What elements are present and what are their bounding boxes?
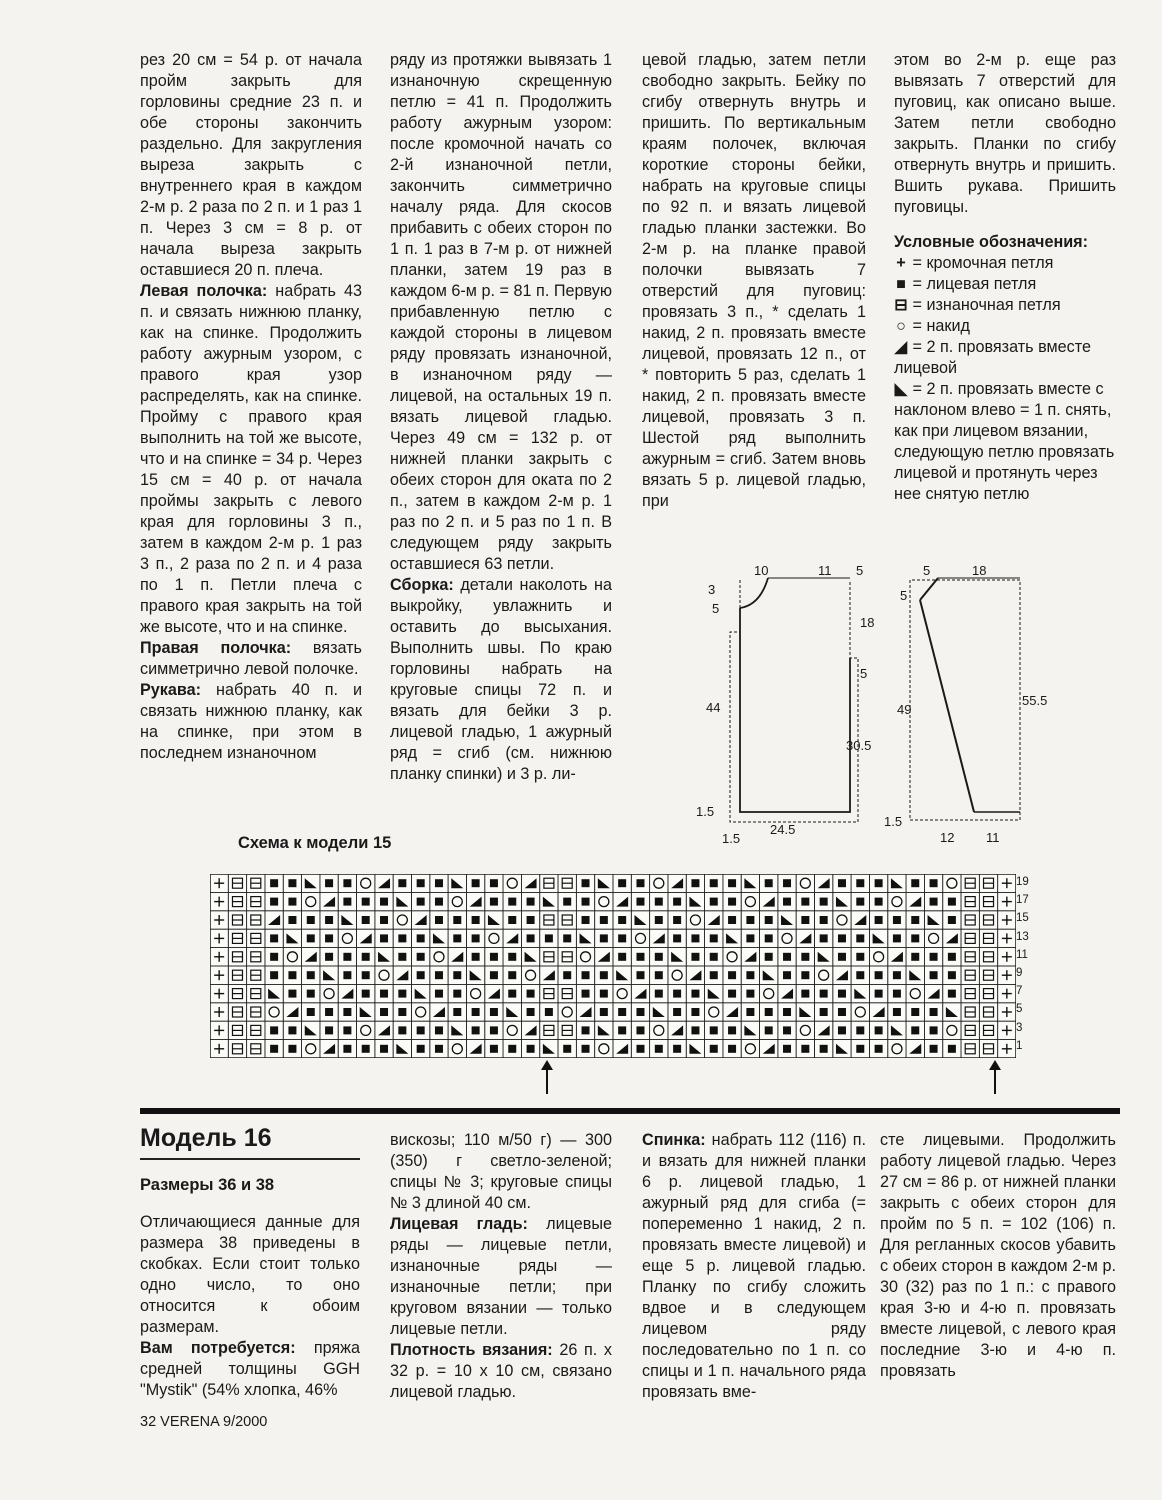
legend-symbol-icon: ⊟ bbox=[894, 296, 908, 314]
front-piece-diagram bbox=[696, 560, 880, 855]
legend-symbol-icon: ○ bbox=[896, 317, 906, 335]
row-number: 3 bbox=[1016, 1021, 1023, 1034]
paragraph bbox=[642, 1130, 866, 1403]
dim-label: 44 bbox=[706, 700, 721, 715]
paragraph: этом во 2-м р. еще раз вывязать 7 отверстий для пуговиц, как описано выше. Затем петли свободно закрыть. Планки по сгибу отвернуть внутрь и пришить. Вшить рукава. Пришить пуговицы. bbox=[894, 51, 1116, 216]
dim-label: 30.5 bbox=[846, 738, 872, 753]
legend bbox=[894, 253, 1116, 505]
paragraph bbox=[140, 638, 362, 680]
paragraph bbox=[140, 281, 362, 638]
text-column-2 bbox=[390, 50, 612, 785]
dim-label: 18 bbox=[972, 563, 987, 578]
model-title: Модель 16 bbox=[140, 1124, 272, 1152]
paragraph: рез 20 см = 54 р. от начала пройм закрыть для горловины средние 23 п. и обе стороны закончить раздельно. Для закругления выреза закрыть с внутреннего края в каждом 2-м р. 2 раза по 2 п. и 1 раз 1 п. Через 3 см = 8 р. от начала выреза закрыть оставшиеся 20 п. плеча. bbox=[140, 51, 362, 279]
legend-text: = 2 п. провязать вместе с наклоном влево = 1 п. снять, как при лицевом вязании, следующую петлю провязать лицевой и протянуть через нее снятую петлю bbox=[894, 380, 1115, 503]
text-column-3 bbox=[642, 50, 866, 512]
row-number: 15 bbox=[1016, 912, 1029, 925]
paragraph bbox=[390, 1214, 612, 1340]
legend-text: = лицевая петля bbox=[908, 275, 1037, 293]
dim-label: 1.5 bbox=[884, 814, 903, 829]
dim-label: 11 bbox=[986, 830, 1000, 845]
model16-column-1 bbox=[140, 1212, 360, 1401]
page-footer: 32 VERENA 9/2000 bbox=[140, 1414, 268, 1430]
paragraph: вискозы; 110 м/50 г) — 300 (350) г светло-зеленой; спицы № 3; круговые спицы № 3 длиной 40 см. bbox=[390, 1131, 612, 1212]
row-number: 7 bbox=[1016, 985, 1023, 998]
paragraph: ряду из протяжки вывязать 1 изнаночную скрещенную петлю = 41 п. Продолжить работу ажурным узором: после кромочной начать со 2-й изнаночной петли, закончить симметрично началу ряда. Для скосов прибавить с обеих сторон по 1 п. 1 раз в 7-м р. от нижней планки, затем 19 раз в каждом 6-м р. = 81 п. Первую прибавленную петлю с каждой стороны в лицевом ряду провязать изнаночной, в изнаночном ряду — лицевой, на остальных 19 п. вязать лицевой гладью. Через 49 см = 132 р. от нижней планки закрыть с обеих сторон для оката по 2 п., затем в каждом 2-м р. 1 раз по 2 п. и 5 раз по 1 п. В следующем ряду закрыть оставшиеся 63 петли. bbox=[390, 51, 612, 573]
paragraph: сте лицевыми. Продолжить работу лицевой гладью. Через 27 см = 86 р. от нижней планки закрыть с обеих сторон для пройм по 5 п. = 102 (106) п. Для регланных скосов убавить с обеих сторон в каждом 2-м р. 30 (32) раз по 1 п.: с правого края 3-ю и 4-ю п. провязать вместе лицевой, с левого края последние 3-ю и 4-ю п. провязать bbox=[880, 1131, 1116, 1380]
sleeve-diagram bbox=[884, 560, 1060, 855]
dim-label: 1.5 bbox=[696, 804, 715, 819]
row-number: 13 bbox=[1016, 930, 1029, 943]
section-heading: Рукава: bbox=[140, 681, 202, 699]
dim-label: 24.5 bbox=[770, 822, 796, 837]
legend-item bbox=[894, 274, 1116, 295]
dim-label: 49 bbox=[897, 702, 912, 717]
section-heading: Сборка: bbox=[390, 576, 454, 594]
section-divider bbox=[140, 1108, 1120, 1114]
section-heading: Спинка: bbox=[642, 1131, 706, 1149]
knitting-grid bbox=[210, 874, 1016, 1058]
sizes-heading: Размеры 36 и 38 bbox=[140, 1176, 275, 1194]
row-number: 19 bbox=[1016, 876, 1029, 888]
legend-item bbox=[894, 253, 1116, 274]
paragraph-text: набрать 40 п. и связать нижнюю планку, как на спинке, при этом в последнем изнаночном bbox=[140, 681, 362, 762]
paragraph bbox=[140, 1338, 360, 1401]
section-heading: Лицевая гладь: bbox=[390, 1215, 528, 1233]
section-heading: Плотность вязания: bbox=[390, 1341, 553, 1359]
legend-symbol-icon: + bbox=[896, 254, 906, 272]
dim-label: 5 bbox=[712, 601, 720, 616]
legend-symbol-icon: ◣ bbox=[894, 380, 908, 398]
text-column-1 bbox=[140, 50, 362, 764]
dim-label: 5 bbox=[856, 563, 864, 578]
legend-symbol-icon: ◢ bbox=[894, 338, 908, 356]
dim-label: 55.5 bbox=[1022, 693, 1048, 708]
paragraph bbox=[390, 1340, 612, 1403]
dim-label: 10 bbox=[754, 563, 769, 578]
row-number: 5 bbox=[1016, 1003, 1023, 1016]
dim-label: 11 bbox=[818, 563, 832, 578]
legend-text: = накид bbox=[908, 317, 970, 335]
legend-title: Условные обозначения: bbox=[894, 233, 1089, 251]
section-heading: Правая полочка: bbox=[140, 639, 292, 657]
paragraph: Отличающиеся данные для размера 38 приведены в скобках. Если стоит только одно число, то оно относится к обоим размерам. bbox=[140, 1213, 360, 1336]
legend-symbol-icon: ■ bbox=[896, 275, 906, 293]
dim-label: 5 bbox=[900, 588, 908, 603]
paragraph bbox=[140, 680, 362, 764]
dim-label: 5 bbox=[923, 563, 931, 578]
dim-label: 12 bbox=[940, 830, 955, 845]
paragraph-text: пряжа средней толщины GGH "Mystik" (54% хлопка, 46% bbox=[140, 1339, 361, 1399]
section-heading: Вам потребуется: bbox=[140, 1339, 296, 1357]
paragraph-text: набрать 112 (116) п. и вязать для нижней планки 6 р. лицевой гладью, 1 ажурный ряд для сгиба (= попеременно 1 накид, 2 п. провязать вместе лицевой) и еще 5 р. лицевой гладью. Планку по сгибу сложить вдвое и в следующем лицевом ряду последовательно по 1 п. со спицы и 1 п. начального ряда провязать вме- bbox=[642, 1131, 866, 1401]
row-number: 1 bbox=[1016, 1039, 1023, 1052]
legend-text: = изнаночная петля bbox=[908, 296, 1061, 314]
legend-item bbox=[894, 337, 1116, 379]
paragraph-text: лицевые ряды — лицевые петли, изнаночные ряды — изнаночные петли; при круговом вязании — только лицевые петли. bbox=[390, 1215, 612, 1338]
dim-label: 1.5 bbox=[722, 831, 741, 846]
paragraph-text: набрать 43 п. и связать нижнюю планку, как на спинке. Продолжить работу ажурным узором, с правого края узор распределять, как на спинке. Пройму с правого края выполнить на той же высоте, что и на спинке = 34 р. Через 15 см = 40 р. от начала проймы закрыть с левого края для горловины 3 п., затем в каждом 2-м р. 1 раз 3 п., 2 раза по 2 п. и 4 раза по 1 п. Петли плеча с правого края закрыть на той же высоте, что и на спинке. bbox=[140, 282, 362, 636]
dim-label: 3 bbox=[708, 582, 716, 597]
title-underline bbox=[140, 1158, 360, 1160]
legend-text: = кромочная петля bbox=[908, 254, 1054, 272]
legend-text: = 2 п. провязать вместе лицевой bbox=[894, 338, 1091, 377]
paragraph: цевой гладью, затем петли свободно закрыть. Бейку по сгибу отвернуть внутрь и пришить. По вертикальным краям полочек, включая короткие стороны бейки, набрать на круговые спицы по 92 п. и вязать лицевой гладью планки застежки. Во 2-м р. на планке правой полочки вывязать 7 отверстий для пуговиц: провязать 3 п., * сделать 1 накид, 2 п. провязать вместе лицевой, провязать 12 п., от * повторить 5 раз, сделать 1 накид, 2 п. провязать вместе лицевой, провязать 3 п. Шестой ряд выполнить ажурным = сгиб. Затем вновь вязать 5 р. лицевой гладью, при bbox=[642, 51, 866, 510]
knitting-chart bbox=[210, 874, 1016, 1063]
paragraph-text: детали наколоть на выкройку, увлажнить и оставить до высыхания. Выполнить швы. По краю горловины набрать на круговые спицы 72 п. и вязать для бейки 3 р. лицевой гладью, 1 ажурный ряд = сгиб (см. нижнюю планку спинки) и 3 р. ли- bbox=[390, 576, 612, 783]
dim-label: 18 bbox=[860, 615, 875, 630]
section-heading: Левая полочка: bbox=[140, 282, 268, 300]
model16-column-3 bbox=[642, 1130, 866, 1403]
row-number: 11 bbox=[1016, 948, 1028, 961]
legend-item bbox=[894, 379, 1116, 505]
repeat-arrow-icon bbox=[540, 1060, 554, 1094]
scheme-title: Схема к модели 15 bbox=[238, 834, 392, 852]
paragraph bbox=[390, 575, 612, 785]
repeat-arrow-icon bbox=[988, 1060, 1002, 1094]
row-number: 17 bbox=[1016, 894, 1029, 907]
model16-column-2 bbox=[390, 1130, 612, 1403]
paragraph-text: вязать симметрично левой полочке. bbox=[140, 639, 362, 678]
model16-column-4 bbox=[880, 1130, 1116, 1382]
legend-item bbox=[894, 295, 1116, 316]
row-number: 9 bbox=[1016, 967, 1023, 979]
legend-item bbox=[894, 316, 1116, 337]
paragraph-text: 26 п. х 32 р. = 10 х 10 см, связано лицевой гладью. bbox=[390, 1341, 612, 1401]
dim-label: 5 bbox=[860, 666, 868, 681]
text-column-4 bbox=[894, 50, 1116, 505]
